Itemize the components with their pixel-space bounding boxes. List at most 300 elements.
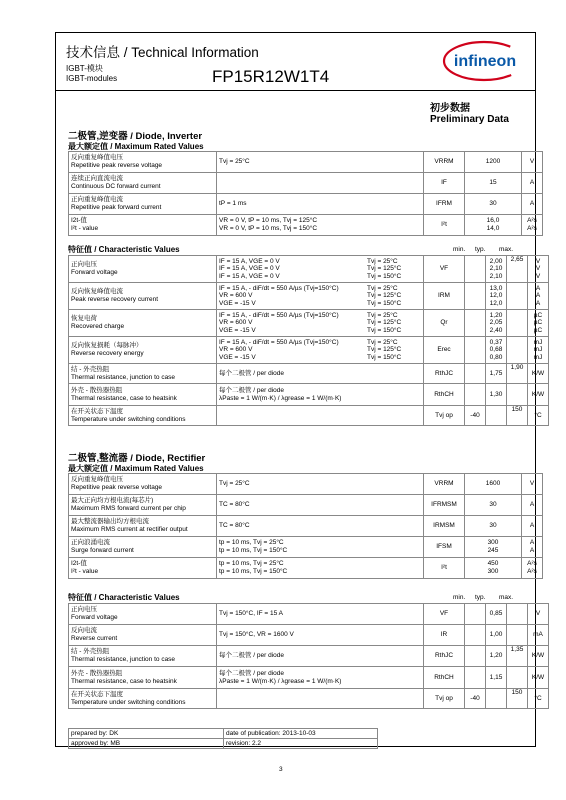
condition-cell [217,516,424,537]
parameter-name-cn: 反向电流 [71,627,97,635]
parameter-cell [69,283,217,310]
unit-cell [528,337,549,364]
symbol-cell [424,194,465,215]
unit-cell [522,194,543,215]
parameter-name-en: I²t - value [71,568,99,575]
parameter-name-cn: 结 - 外壳热阻 [71,648,110,656]
parameter-name-en: Maximum RMS forward current per chip [71,505,186,512]
header-divider [56,90,535,91]
min-cell [465,625,486,646]
condition-text: IF = 15 A, - diF/dt = 550 A/µs (Tvj=150°C) [219,311,339,319]
symbol: Tvj op [435,411,453,419]
parameter-cell [69,474,217,495]
symbol-cell [424,173,465,194]
condition-text: VR = 0 V, tP = 10 ms, Tvj = 150°C [219,225,318,232]
min-cell [465,364,486,384]
value-cell [465,194,522,215]
parameter-name-en: Peak reverse recovery current [71,296,159,303]
typ-value: 1,75 [489,369,503,377]
value-text: 15 [489,179,497,187]
unit-cell [528,625,549,646]
symbol-cell [424,384,465,406]
typ-value: 1,20 [489,311,503,319]
symbol-cell [424,516,465,537]
module-category-en: IGBT-modules [66,74,118,83]
table-row [69,604,549,625]
condition-cell [217,667,424,689]
max-value [509,604,525,612]
value-text: 450 [487,560,499,568]
typ-cell [486,667,507,689]
table-row [69,384,549,406]
symbol-cell [424,604,465,625]
parameter-name-en: Thermal resistance, case to heatsink [71,394,177,402]
unit-text: A [529,547,535,554]
parameter-name-cn: 恢复电荷 [71,315,97,323]
unit-cell [528,256,549,283]
preliminary-data-label [430,103,509,125]
parameter-cell [69,173,217,194]
rectifier-char-title: 特征值 / Characteristic Values [68,593,180,602]
temperature-text: Tvj = 150°C [367,326,402,334]
symbol: I²t [441,564,447,572]
value-text: 300 [487,568,499,575]
min-value: -40 [470,694,480,702]
value-text: 14,0 [486,225,500,232]
symbol: I²t [441,221,447,229]
min-cell [465,384,486,406]
symbol: Qr [440,319,448,327]
typ-cell [486,384,507,406]
condition-text: IF = 15 A, VGE = 0 V [219,265,280,273]
value-text: 1600 [485,480,501,488]
typ-value: 0,85 [489,610,503,618]
date-of-publication: date of publication: 2013-10-03 [224,729,378,739]
parameter-cell [69,152,217,173]
unit-cell [522,516,543,537]
parameter-cell [69,537,217,558]
condition-cell [217,384,424,406]
value-cell [465,152,522,173]
temperature-text: Tvj = 25°C [367,311,398,319]
temperature-text: Tvj = 150°C [367,353,402,361]
condition-text: Tvj = 25°C [219,480,250,488]
parameter-cell [69,406,217,426]
unit-text: A [535,299,541,307]
rectifier-max-title: 最大额定值 / Maximum Rated Values [68,464,204,473]
parameter-name-en: Temperature under switching conditions [71,415,186,423]
condition-text: λPaste = 1 W/(m·K) / λgrease = 1 W/(m·K) [219,394,342,402]
condition-cell [217,364,424,384]
unit-cell [528,384,549,406]
parameter-cell [69,558,217,579]
max-cell [507,646,528,667]
parameter-name-cn: 反向重复峰值电压 [71,476,123,484]
unit-text: A [529,179,535,187]
datasheet-frame [55,32,545,747]
symbol: VRRM [434,480,454,488]
unit-text: V [535,257,541,265]
value-text: 30 [489,522,497,530]
condition-text: 每个二极管 / per diode [219,369,285,377]
condition-text: IF = 15 A, - diF/dt = 550 A/µs (Tvj=150°C) [219,338,339,346]
temperature-text: Tvj = 125°C [367,346,402,354]
rectifier-char-table [68,603,549,709]
table-row [69,152,543,173]
condition-text: 每个二极管 / per diode [219,386,285,394]
preliminary-cn: 初步数据 [430,103,470,114]
table-row [69,283,549,310]
symbol-cell [424,337,465,364]
condition-cell [217,558,424,579]
symbol-cell [424,283,465,310]
max-cell [507,604,528,625]
unit-cell [528,604,549,625]
min-cell [465,689,486,709]
min-cell [465,310,486,337]
table-row [69,495,543,516]
temperature-text: Tvj = 25°C [367,257,398,265]
symbol-cell [424,558,465,579]
condition-cell [217,495,424,516]
condition-text: tp = 10 ms, Tvj = 150°C [219,547,288,554]
condition-cell [217,689,424,709]
inverter-max-title: 最大额定值 / Maximum Rated Values [68,142,204,151]
parameter-cell [69,516,217,537]
min-cell [465,646,486,667]
max-value: 2,65 [510,256,524,263]
typ-cell [486,256,507,283]
max-value [509,625,525,633]
value-text: 245 [487,547,499,554]
table-row [69,667,549,689]
parameter-cell [69,256,217,283]
unit-cell [528,364,549,384]
condition-text: 每个二极管 / per diode [219,652,285,660]
parameter-cell [69,667,217,689]
max-cell [507,337,528,364]
parameter-name-cn: I2t-值 [71,217,87,225]
revision: revision: 2.2 [224,739,378,749]
condition-text: VGE = -15 V [219,353,256,361]
temperature-text: Tvj = 150°C [367,272,402,280]
condition-text: VGE = -15 V [219,299,256,307]
symbol: RthCH [434,390,454,398]
parameter-name-en: Reverse recovery energy [71,350,144,357]
parameter-cell [69,689,217,709]
condition-text: VGE = -15 V [219,326,256,334]
unit-text: A²s [527,560,537,568]
parameter-name-en: I²t - value [71,225,99,232]
parameter-cell [69,310,217,337]
condition-cell [217,337,424,364]
unit-text: V [535,272,541,280]
parameter-name-cn: 反向重复峰值电压 [71,154,123,162]
table-row [69,474,543,495]
min-cell [465,667,486,689]
typ-value: 13,0 [489,284,503,292]
unit-cell [522,495,543,516]
typ-value: 2,10 [489,265,503,273]
symbol-cell [424,474,465,495]
condition-cell [217,310,424,337]
value-cell [465,516,522,537]
typ-value: 1,00 [489,631,503,639]
typ-value: 0,68 [489,346,503,354]
typ-value: 2,05 [489,319,503,327]
condition-text: VR = 600 V [219,319,253,327]
approved-by: approved by: MB [69,739,224,749]
condition-cell [217,173,424,194]
unit-text: mJ [533,346,543,354]
parameter-name-en: Repetitive peak reverse voltage [71,162,163,169]
condition-text: 每个二极管 / per diode [219,669,285,677]
parameter-cell [69,646,217,667]
unit-text: K/W [531,390,545,398]
symbol: VRRM [434,158,454,166]
symbol: IRM [438,292,450,300]
table-row [69,215,543,236]
unit-text: V [529,480,535,488]
rectifier-section-title: 二极管,整流器 / Diode, Rectifier [68,453,206,464]
table-row [69,537,543,558]
parameter-cell [69,215,217,236]
typ-value: 2,00 [489,257,503,265]
condition-text: tp = 10 ms, Tvj = 25°C [219,539,284,547]
condition-text: tp = 10 ms, Tvj = 150°C [219,568,288,575]
min-cell [465,256,486,283]
min-value [467,631,483,639]
symbol: Erec [437,346,451,354]
condition-text [219,412,421,420]
max-cell [507,310,528,337]
unit-text: mJ [533,353,543,361]
typ-cell [486,364,507,384]
symbol-cell [424,152,465,173]
typ-value: 0,37 [489,338,503,346]
condition-cell [217,152,424,173]
table-row [69,406,549,426]
value-cell [465,537,522,558]
parameter-name-en: Forward voltage [71,614,118,621]
condition-text: tp = 10 ms, Tvj = 25°C [219,560,284,568]
table-row [69,689,549,709]
condition-text: IF = 15 A, - diF/dt = 550 A/µs (Tvj=150°C) [219,284,339,292]
parameter-name-cn: 正向电压 [71,606,97,614]
parameter-name-en: Continuous DC forward current [71,183,161,190]
max-cell [507,384,528,406]
min-value [467,652,483,660]
temperature-text: Tvj = 25°C [367,284,398,292]
condition-text: Tvj = 150°C, IF = 15 A [219,610,284,618]
unit-cell [528,283,549,310]
parameter-name-en: Thermal resistance, junction to case [71,373,176,381]
unit-text: A²s [527,568,537,575]
symbol-cell [424,256,465,283]
unit-cell [522,215,543,236]
symbol: Tvj op [435,694,453,702]
typ-value: 1,15 [489,673,503,681]
table-row [69,194,543,215]
inverter-char-table [68,255,549,426]
symbol: IFRM [436,200,452,208]
unit-text: A [529,200,535,208]
min-value [467,610,483,618]
parameter-name-en: Forward voltage [71,269,118,276]
unit-cell [522,173,543,194]
condition-text: Tvj = 150°C, VR = 1600 V [219,631,294,639]
part-number: FP15R12W1T4 [212,67,330,86]
parameter-name-cn: 反向恢复损耗（每脉冲） [71,342,143,350]
unit-text: A [529,501,535,509]
condition-cell [217,283,424,310]
temperature-text: Tvj = 125°C [367,265,402,273]
max-value: 150 [511,689,523,696]
prepared-by: prepared by: DK [69,729,224,739]
symbol: IFSM [436,543,452,551]
parameter-name-en: Recovered charge [71,323,125,330]
value-cell [465,558,522,579]
inverter-section-title: 二极管,逆变器 / Diode, Inverter [68,131,203,142]
unit-cell [528,646,549,667]
unit-cell [528,310,549,337]
parameter-name-en: Thermal resistance, case to heatsink [71,677,177,685]
typ-cell [486,283,507,310]
min-cell [465,337,486,364]
temperature-text: Tvj = 25°C [367,338,398,346]
condition-cell [217,194,424,215]
min-value [467,292,483,300]
condition-text: TC = 80°C [219,501,250,509]
symbol: IR [440,631,448,639]
unit-cell [522,152,543,173]
infineon-logo [441,39,527,83]
unit-text: A [535,292,541,300]
unit-text: V [535,265,541,273]
parameter-name-cn: 反向恢复峰值电流 [71,288,123,296]
max-cell [507,283,528,310]
typ-label: typ. [475,246,486,253]
condition-cell [217,604,424,625]
parameter-cell [69,194,217,215]
typ-cell [486,646,507,667]
symbol: IRMSM [433,522,455,530]
unit-text: °C [534,694,542,702]
min-cell [465,406,486,426]
unit-text: mA [533,631,543,639]
value-cell [465,215,522,236]
max-label: max. [499,246,514,253]
max-cell [507,256,528,283]
parameter-cell [69,364,217,384]
typ-cell [486,604,507,625]
page-number: 3 [279,766,283,773]
condition-text: VR = 600 V [219,346,253,354]
condition-cell [217,406,424,426]
value-text: 30 [489,501,497,509]
condition-cell [217,215,424,236]
max-value: 1,35 [510,646,524,653]
max-cell [507,689,528,709]
min-value [467,674,483,682]
typ-value: 12,0 [489,292,503,300]
min-value: -40 [470,411,480,419]
max-cell [507,625,528,646]
condition-text: λPaste = 1 W/(m·K) / λgrease = 1 W/(m·K) [219,677,342,685]
unit-cell [528,667,549,689]
parameter-name-cn: 最大整流器输出均方根电流 [71,518,149,526]
parameter-name-cn: 正向电压 [71,261,97,269]
symbol-cell [424,406,465,426]
unit-text: °C [534,411,542,419]
unit-text: µC [533,319,543,327]
temperature-text: Tvj = 150°C [367,299,402,307]
table-row [69,625,549,646]
symbol-cell [424,310,465,337]
value-text: 16,0 [486,217,500,225]
parameter-cell [69,604,217,625]
parameter-name-cn: I2t-值 [71,560,87,568]
parameter-name-cn: 外壳 - 散热器热阻 [71,669,123,677]
min-value [467,370,483,378]
page-title: 技术信息 / Technical Information [66,45,259,60]
unit-text: A [535,284,541,292]
parameter-name-en: Repetitive peak forward current [71,204,162,211]
typ-value: 12,0 [489,299,503,307]
symbol-cell [424,215,465,236]
temperature-text: Tvj = 125°C [367,319,402,327]
condition-text [219,695,421,703]
logo-text: infineon [453,53,517,70]
temperature-text: Tvj = 125°C [367,292,402,300]
max-value [509,310,525,318]
parameter-name-en: Surge forward current [71,547,134,554]
parameter-cell [69,384,217,406]
unit-cell [522,537,543,558]
parameter-name-cn: 正向重复峰值电流 [71,196,123,204]
parameter-cell [69,625,217,646]
typ-cell [486,310,507,337]
condition-text: Tvj = 25°C [219,158,250,166]
unit-text: K/W [531,673,545,681]
unit-text: µC [533,311,543,319]
max-value: 1,90 [510,364,524,371]
condition-text: tP = 1 ms [219,200,247,208]
min-value [467,391,483,399]
typ-value: 2,40 [489,326,503,334]
table-row [69,310,549,337]
typ-cell [486,625,507,646]
unit-text: K/W [531,652,545,660]
value-cell [465,474,522,495]
condition-text [219,179,421,187]
min-value [467,346,483,354]
unit-cell [528,406,549,426]
symbol: RthJC [434,652,454,660]
symbol: VF [439,610,449,618]
typ-value: 1,20 [489,652,503,660]
footer-table [68,728,378,749]
value-text: 1200 [485,158,501,166]
parameter-cell [69,495,217,516]
parameter-name-cn: 在开关状态下温度 [71,690,123,698]
module-category [66,64,117,84]
typ-cell [486,689,507,709]
parameter-name-en: Thermal resistance, junction to case [71,656,176,663]
unit-cell [522,558,543,579]
unit-cell [522,474,543,495]
min-value [467,319,483,327]
